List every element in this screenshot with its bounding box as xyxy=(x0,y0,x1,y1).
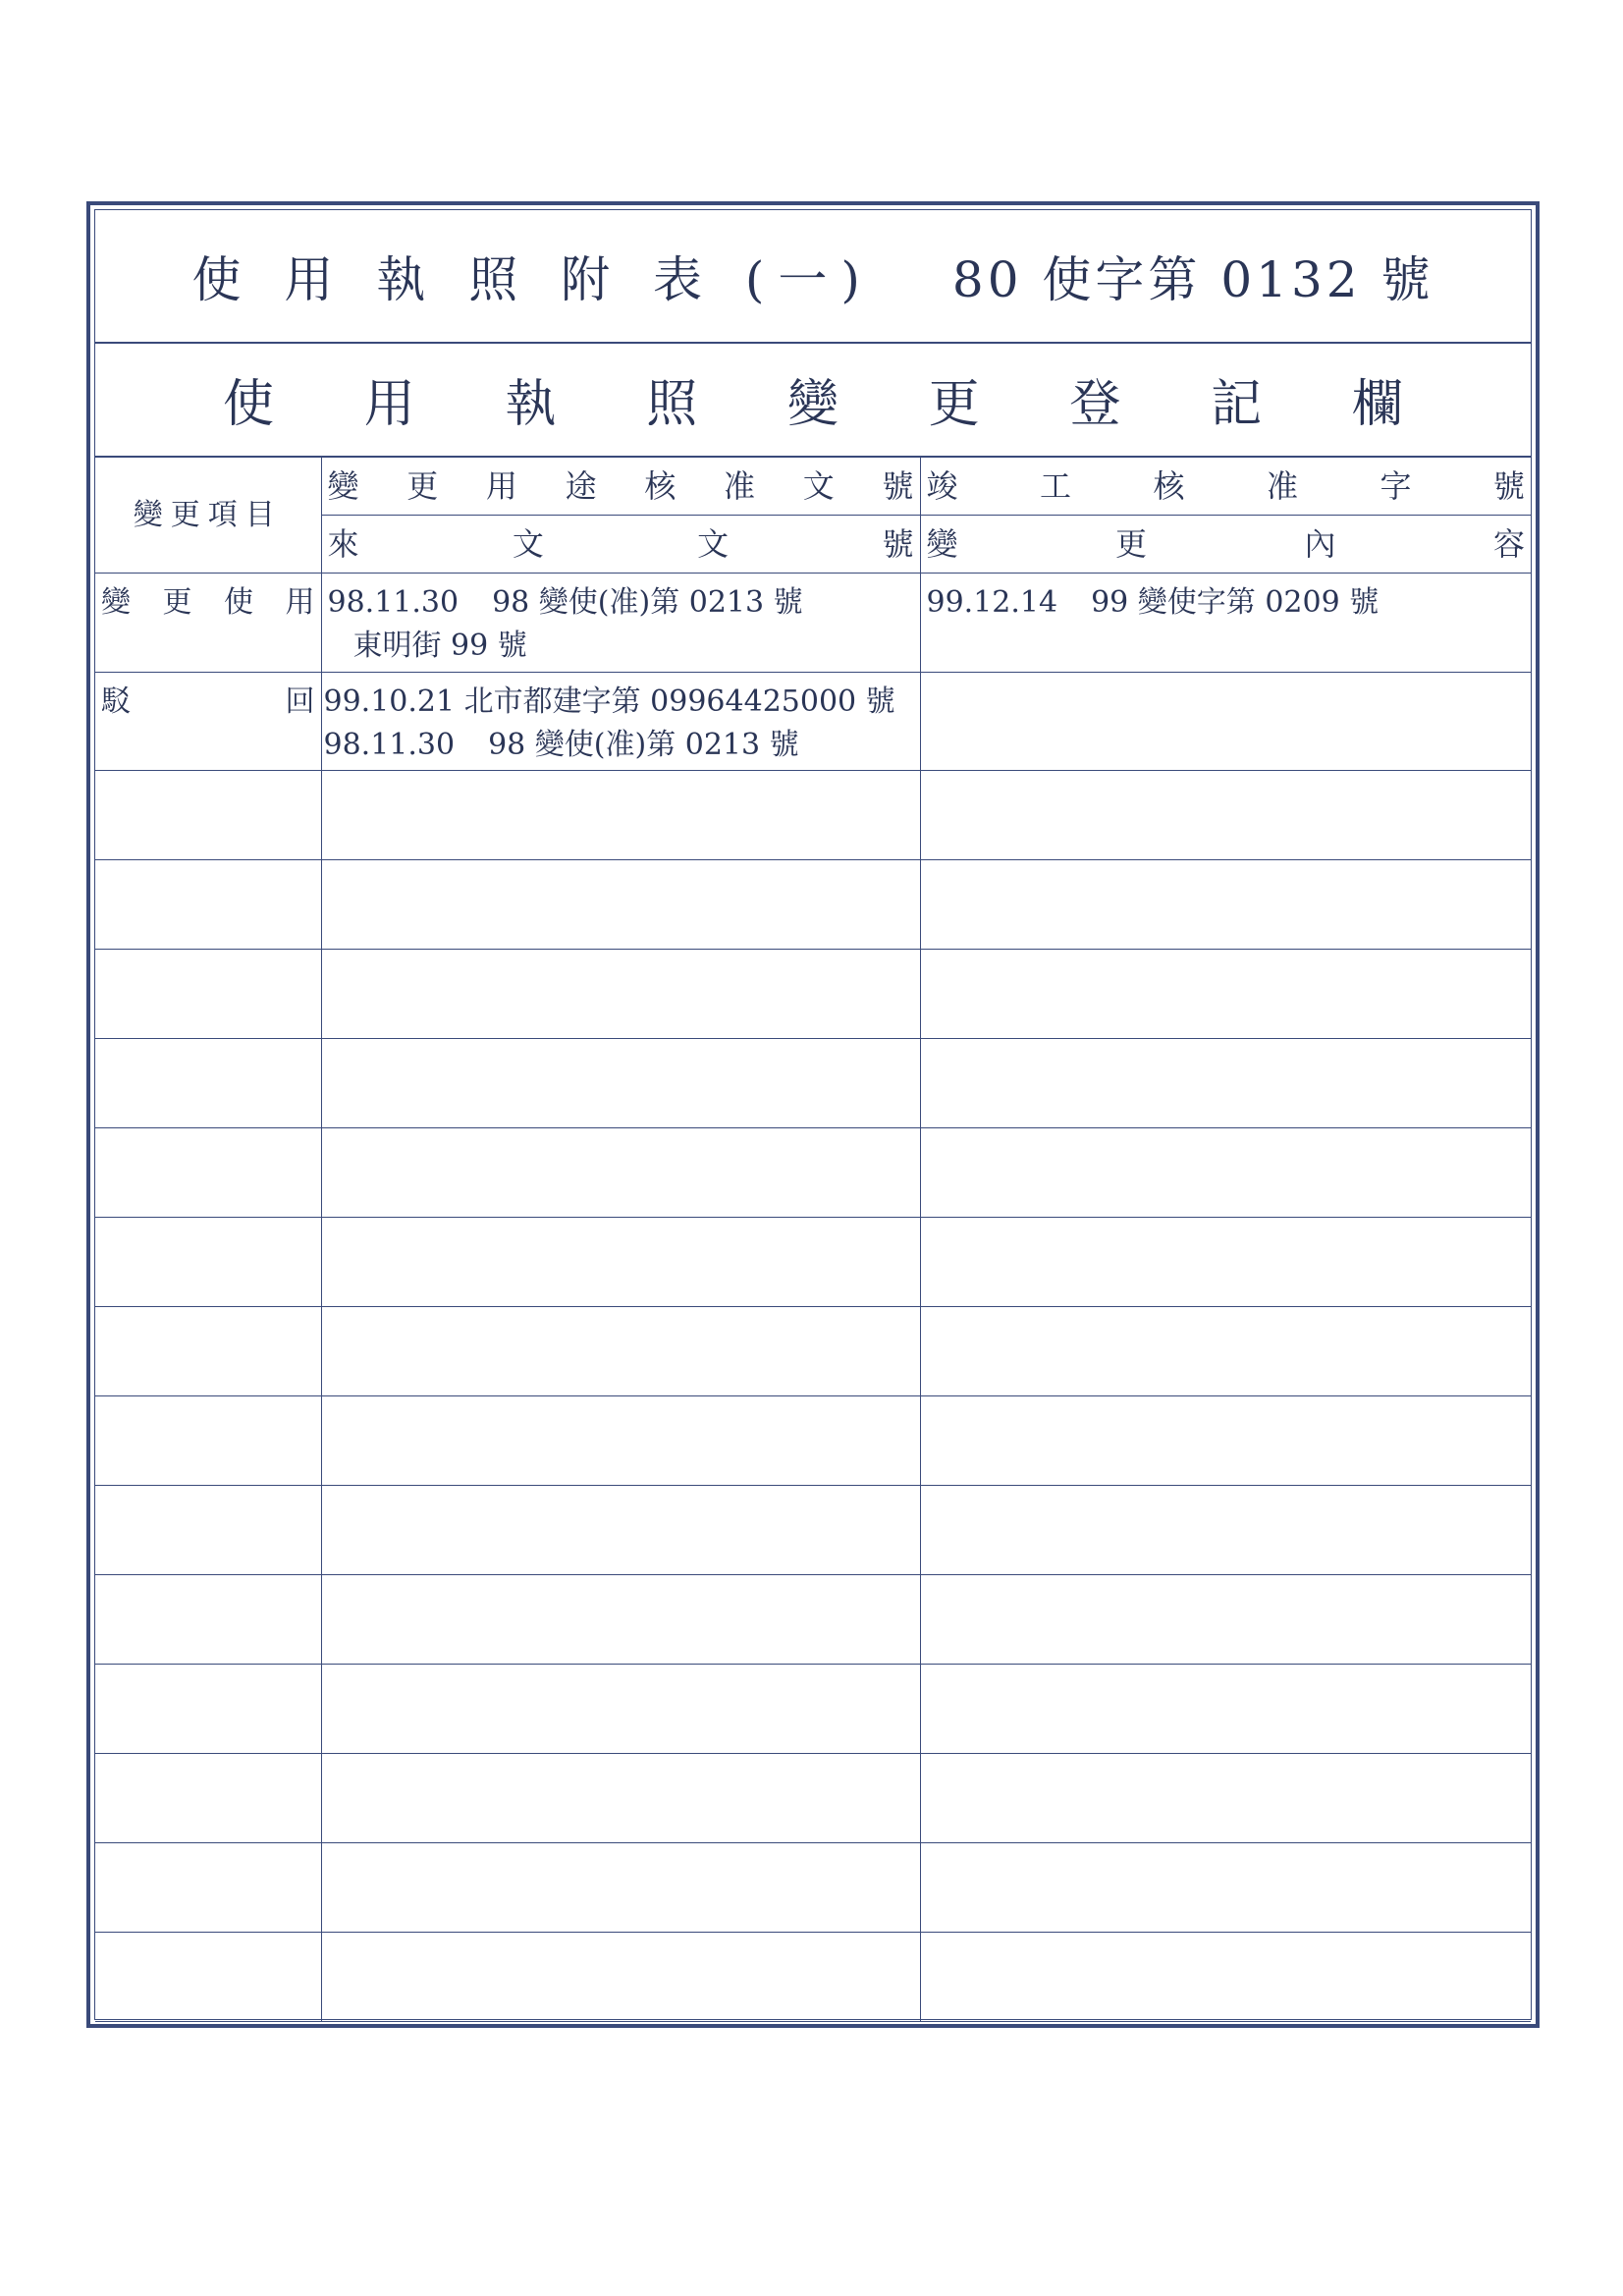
header-incoming-no xyxy=(321,516,920,574)
header-char: 更 xyxy=(406,466,439,505)
item-char: 回 xyxy=(285,684,315,719)
header-char: 文 xyxy=(802,466,835,505)
empty-cell xyxy=(920,950,1531,1039)
empty-cell xyxy=(95,1754,321,1843)
header-char: 字 xyxy=(1380,466,1412,505)
doc-number: 98 變使(准)第 0213 號 xyxy=(488,727,799,762)
header-char: 號 xyxy=(882,524,914,563)
header-change-item: 變更項目 xyxy=(95,458,321,574)
row-document-cell xyxy=(321,673,920,771)
item-char: 更 xyxy=(162,585,192,620)
empty-cell xyxy=(321,1933,920,2022)
document-title: 使 用 執 照 附 表 (一) xyxy=(191,251,874,308)
header-char: 准 xyxy=(724,466,756,505)
empty-cell xyxy=(920,1665,1531,1754)
empty-cell xyxy=(920,1575,1531,1665)
row-completion-cell xyxy=(920,673,1531,771)
empty-cell xyxy=(95,1843,321,1933)
empty-table-row xyxy=(95,1575,1531,1665)
header-row-top xyxy=(95,458,1531,516)
header-char: 用 xyxy=(485,466,517,505)
subtitle-char: 用 xyxy=(363,374,415,434)
header-approval-no xyxy=(321,458,920,516)
subtitle-char: 執 xyxy=(505,374,557,434)
empty-table-row xyxy=(95,1396,1531,1486)
empty-table-row xyxy=(95,1218,1531,1307)
subtitle-char: 更 xyxy=(928,374,980,434)
empty-cell xyxy=(95,1665,321,1754)
header-char: 變 xyxy=(926,524,958,563)
completion-date: 99.12.14 xyxy=(926,585,1058,620)
row-document-cell xyxy=(321,574,920,673)
header-char: 容 xyxy=(1492,524,1525,563)
empty-cell xyxy=(321,1486,920,1575)
table-row xyxy=(95,673,1531,771)
completion-number: 99 變使字第 0209 號 xyxy=(1091,585,1380,620)
header-char: 核 xyxy=(1153,466,1185,505)
empty-table-row xyxy=(95,1486,1531,1575)
subtitle-char: 使 xyxy=(223,374,275,434)
empty-cell xyxy=(95,1575,321,1665)
doc-address: 東明街 99 號 xyxy=(352,628,527,663)
doc-date: 99.10.21 xyxy=(323,684,456,719)
form-inner-border xyxy=(94,209,1532,2020)
empty-table-row xyxy=(95,1665,1531,1754)
empty-cell xyxy=(920,1396,1531,1486)
header-char: 號 xyxy=(882,466,914,505)
empty-cell xyxy=(95,1039,321,1128)
header-char: 更 xyxy=(1114,524,1147,563)
empty-cell xyxy=(321,860,920,950)
empty-cell xyxy=(95,1218,321,1307)
header-char: 准 xyxy=(1266,466,1298,505)
empty-cell xyxy=(95,950,321,1039)
empty-cell xyxy=(920,771,1531,860)
empty-cell xyxy=(95,860,321,950)
row-completion-cell xyxy=(920,574,1531,673)
subtitle-char: 變 xyxy=(786,374,839,434)
header-change-content xyxy=(920,516,1531,574)
item-char: 使 xyxy=(224,585,253,620)
doc-number: 98 變使(准)第 0213 號 xyxy=(492,585,803,620)
empty-cell xyxy=(920,1218,1531,1307)
empty-cell xyxy=(920,1128,1531,1218)
empty-cell xyxy=(95,771,321,860)
header-char: 竣 xyxy=(926,466,958,505)
empty-cell xyxy=(321,950,920,1039)
empty-table-row xyxy=(95,950,1531,1039)
empty-cell xyxy=(95,1307,321,1396)
header-char: 文 xyxy=(697,524,730,563)
title-row xyxy=(95,210,1531,344)
empty-cell xyxy=(920,1039,1531,1128)
empty-cell xyxy=(321,1575,920,1665)
empty-table-row xyxy=(95,771,1531,860)
empty-table-row xyxy=(95,1128,1531,1218)
empty-cell xyxy=(321,1128,920,1218)
header-completion-no xyxy=(920,458,1531,516)
subtitle-row xyxy=(95,342,1531,458)
doc-date: 98.11.30 xyxy=(323,727,456,762)
empty-cell xyxy=(321,1843,920,1933)
header-char: 文 xyxy=(512,524,544,563)
header-char: 來 xyxy=(327,524,359,563)
header-char: 途 xyxy=(565,466,597,505)
empty-table-row xyxy=(95,1933,1531,2022)
empty-cell xyxy=(920,1486,1531,1575)
empty-table-row xyxy=(95,1843,1531,1933)
doc-date: 98.11.30 xyxy=(327,585,460,620)
header-char: 工 xyxy=(1039,466,1071,505)
empty-cell xyxy=(321,1396,920,1486)
subtitle-char: 照 xyxy=(646,374,698,434)
empty-cell xyxy=(321,1307,920,1396)
empty-cell xyxy=(920,1933,1531,2022)
empty-table-row xyxy=(95,1754,1531,1843)
item-char: 用 xyxy=(285,585,315,620)
header-char: 號 xyxy=(1492,466,1525,505)
empty-cell xyxy=(920,1754,1531,1843)
empty-cell xyxy=(920,1307,1531,1396)
empty-cell xyxy=(321,1039,920,1128)
row-item-cell xyxy=(95,673,321,771)
empty-cell xyxy=(95,1486,321,1575)
form-frame xyxy=(86,201,1540,2028)
doc-number: 北市都建字第 09964425000 號 xyxy=(463,684,895,719)
change-record-table xyxy=(95,458,1531,2022)
subtitle-char: 登 xyxy=(1069,374,1121,434)
empty-table-row xyxy=(95,1307,1531,1396)
empty-cell xyxy=(321,771,920,860)
header-char: 變 xyxy=(327,466,359,505)
empty-table-row xyxy=(95,860,1531,950)
item-char: 駁 xyxy=(101,684,131,719)
item-char: 變 xyxy=(101,585,131,620)
empty-cell xyxy=(321,1665,920,1754)
row-item-cell xyxy=(95,574,321,673)
table-row xyxy=(95,574,1531,673)
empty-cell xyxy=(321,1754,920,1843)
subtitle-char: 欄 xyxy=(1351,374,1403,434)
empty-table-row xyxy=(95,1039,1531,1128)
permit-number: 80 使字第 0132 號 xyxy=(951,251,1434,308)
empty-cell xyxy=(95,1933,321,2022)
empty-cell xyxy=(95,1128,321,1218)
header-char: 內 xyxy=(1304,524,1336,563)
header-char: 核 xyxy=(644,466,676,505)
empty-cell xyxy=(95,1396,321,1486)
empty-cell xyxy=(920,1843,1531,1933)
empty-cell xyxy=(920,860,1531,950)
subtitle-char: 記 xyxy=(1211,374,1263,434)
empty-cell xyxy=(321,1218,920,1307)
